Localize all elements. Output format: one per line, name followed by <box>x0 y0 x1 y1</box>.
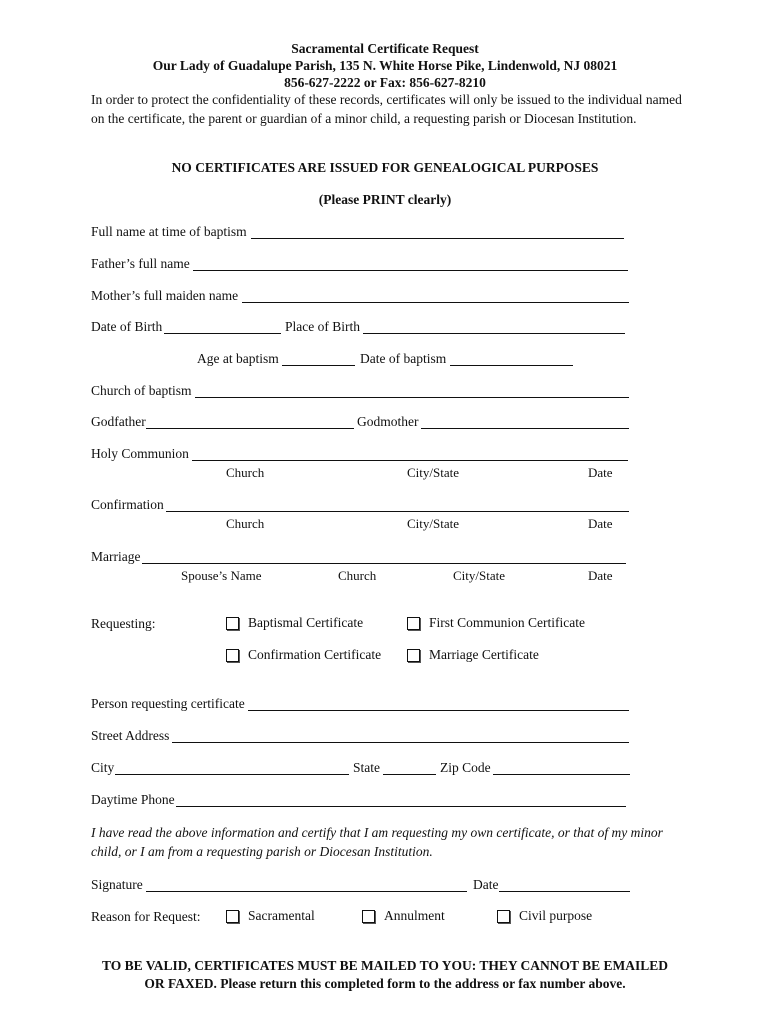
signature-date-label: Date <box>473 877 499 892</box>
confirmation-certificate-option[interactable] <box>226 647 381 663</box>
checkbox-icon[interactable] <box>407 649 420 662</box>
first-communion-certificate-label: First Communion Certificate <box>429 615 585 630</box>
confirmation-church-label: Church <box>226 516 265 531</box>
full-name-field[interactable] <box>251 238 624 239</box>
state-field[interactable] <box>383 774 436 775</box>
church-baptism-label: Church of baptism <box>91 383 192 398</box>
marriage-label: Marriage <box>91 549 141 564</box>
father-name-label: Father’s full name <box>91 256 190 271</box>
marriage-certificate-option[interactable] <box>407 647 539 663</box>
marriage-spouse-label: Spouse’s Name <box>181 568 262 583</box>
parish-phone: 856-627-2222 or Fax: 856-627-8210 <box>284 75 486 90</box>
full-name-label: Full name at time of baptism <box>91 224 247 239</box>
reason-civil-option[interactable] <box>497 908 592 924</box>
signature-label: Signature <box>91 877 143 892</box>
checkbox-icon[interactable] <box>226 910 239 923</box>
print-note: (Please PRINT clearly) <box>318 192 452 207</box>
reason-sacramental-label: Sacramental <box>248 908 315 923</box>
reason-annulment-option[interactable] <box>362 908 445 924</box>
street-address-field[interactable] <box>172 742 629 743</box>
confirmation-certificate-label: Confirmation Certificate <box>248 647 382 662</box>
godmother-label: Godmother <box>357 414 419 429</box>
age-baptism-label: Age at baptism <box>197 351 279 366</box>
reason-label: Reason for Request: <box>91 909 201 924</box>
reason-annulment-label: Annulment <box>384 908 445 923</box>
genealogy-notice: NO CERTIFICATES ARE ISSUED FOR GENEALOGICAL PURPOSES <box>171 160 599 175</box>
baptismal-certificate-option[interactable] <box>226 615 363 631</box>
confirmation-city-label: City/State <box>407 516 459 531</box>
godfather-field[interactable] <box>146 428 354 429</box>
father-name-field[interactable] <box>193 270 628 271</box>
confirmation-date-label: Date <box>588 516 613 531</box>
pob-label: Place of Birth <box>285 319 360 334</box>
city-field[interactable] <box>115 774 349 775</box>
daytime-phone-field[interactable] <box>176 806 626 807</box>
marriage-field[interactable] <box>142 563 626 564</box>
marriage-date-label: Date <box>588 568 613 583</box>
checkbox-icon[interactable] <box>362 910 375 923</box>
date-baptism-field[interactable] <box>450 365 573 366</box>
checkbox-icon[interactable] <box>497 910 510 923</box>
godfather-label: Godfather <box>91 414 146 429</box>
street-address-label: Street Address <box>91 728 170 743</box>
person-requesting-field[interactable] <box>248 710 629 711</box>
baptismal-certificate-label: Baptismal Certificate <box>248 615 364 630</box>
marriage-church-label: Church <box>338 568 377 583</box>
holy-communion-label: Holy Communion <box>91 446 189 461</box>
footer-line-1: TO BE VALID, CERTIFICATES MUST BE MAILED TO YOU: THEY CANNOT BE EMAILED <box>101 958 669 973</box>
zip-code-field[interactable] <box>493 774 630 775</box>
form-title: Sacramental Certificate Request <box>291 41 479 56</box>
communion-date-label: Date <box>588 465 613 480</box>
reason-civil-label: Civil purpose <box>519 908 593 923</box>
daytime-phone-label: Daytime Phone <box>91 792 175 807</box>
marriage-city-label: City/State <box>453 568 505 583</box>
mother-name-label: Mother’s full maiden name <box>91 288 239 303</box>
zip-code-label: Zip Code <box>440 760 491 775</box>
confirmation-label: Confirmation <box>91 497 164 512</box>
signature-date-field[interactable] <box>499 891 630 892</box>
checkbox-icon[interactable] <box>226 649 239 662</box>
person-requesting-label: Person requesting certificate <box>91 696 245 711</box>
pob-field[interactable] <box>363 333 625 334</box>
certification-statement: I have read the above information and certify that I am requesting my own certificate, or that of my minor child, or I am from a requesting parish or Diocesan Institution. <box>91 825 663 859</box>
communion-city-label: City/State <box>407 465 459 480</box>
age-baptism-field[interactable] <box>282 365 355 366</box>
godmother-field[interactable] <box>421 428 629 429</box>
footer-line-2: OR FAXED. Please return this completed form to the address or fax number above. <box>144 976 626 991</box>
marriage-certificate-label: Marriage Certificate <box>429 647 539 662</box>
checkbox-icon[interactable] <box>226 617 239 630</box>
dob-label: Date of Birth <box>91 319 163 334</box>
church-baptism-field[interactable] <box>195 397 629 398</box>
parish-address: Our Lady of Guadalupe Parish, 135 N. White Horse Pike, Lindenwold, NJ 08021 <box>152 58 618 73</box>
dob-field[interactable] <box>164 333 281 334</box>
city-label: City <box>91 760 115 775</box>
date-baptism-label: Date of baptism <box>360 351 447 366</box>
first-communion-certificate-option[interactable] <box>407 615 585 631</box>
state-label: State <box>353 760 380 775</box>
mother-name-field[interactable] <box>242 302 629 303</box>
communion-church-label: Church <box>226 465 265 480</box>
signature-field[interactable] <box>146 891 467 892</box>
reason-sacramental-option[interactable] <box>226 908 315 924</box>
checkbox-icon[interactable] <box>407 617 420 630</box>
intro-paragraph: In order to protect the confidentiality of these records, certificates will only be issued to the individual named on the certificate, the parent or guardian of a minor child, a requesting parish or Diocesan Institution. <box>91 92 682 126</box>
requesting-label: Requesting: <box>91 616 156 631</box>
holy-communion-field[interactable] <box>192 460 628 461</box>
confirmation-field[interactable] <box>166 511 629 512</box>
